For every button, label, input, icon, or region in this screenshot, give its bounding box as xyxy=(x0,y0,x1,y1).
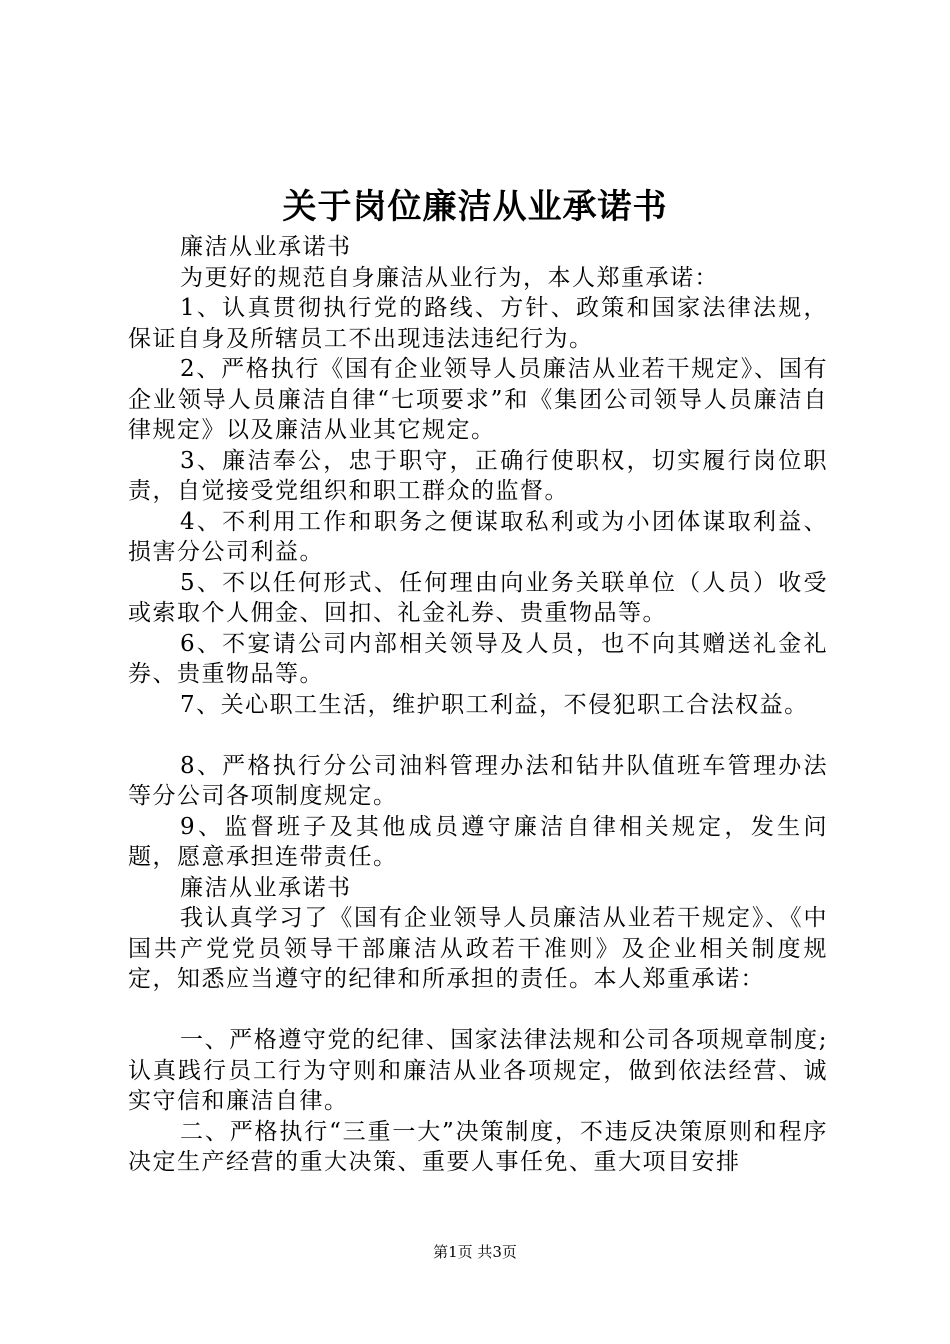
section-heading-2: 廉洁从业承诺书 xyxy=(180,874,352,901)
page-footer: 第1页 共3页 xyxy=(433,1243,517,1261)
section-heading: 廉洁从业承诺书 xyxy=(180,234,352,260)
blank-line xyxy=(128,995,828,1026)
commitment-item-8: 8、严格执行分公司油料管理办法和钻井队值班车管理办法等分公司各项制度规定。 xyxy=(128,752,828,809)
commitment-item-9: 9、监督班子及其他成员遵守廉洁自律相关规定，发生问题，愿意承担连带责任。 xyxy=(128,813,828,870)
commitment-item-1: 1、认真贯彻执行党的路线、方针、政策和国家法律法规，保证自身及所辖员工不出现违法违纪行为。 xyxy=(128,295,828,352)
intro-paragraph-2: 我认真学习了《国有企业领导人员廉洁从业若干规定》、《中国共产党党员领导干部廉洁从政若干准则》及企业相关制度规定，知悉应当遵守的纪律和所承担的责任。本人郑重承诺： xyxy=(128,905,828,992)
commitment-item-5: 5、不以任何形式、任何理由向业务关联单位（人员）收受或索取个人佣金、回扣、礼金礼券、贵重物品等。 xyxy=(128,569,828,626)
commitment-item-7: 7、关心职工生活，维护职工利益，不侵犯职工合法权益。 xyxy=(180,691,809,718)
document-title: 关于岗位廉洁从业承诺书 xyxy=(282,187,668,227)
blank-line xyxy=(128,720,828,751)
commitment-item-one: 一、严格遵守党的纪律、国家法律法规和公司各项规章制度;认真践行员工行为守则和廉洁从业各项规定，做到依法经营、诚实守信和廉洁自律。 xyxy=(128,1027,828,1114)
commitment-item-two: 二、严格执行“三重一大”决策制度，不违反决策原则和程序决定生产经营的重大决策、重要人事任免、重大项目安排 xyxy=(128,1118,828,1175)
commitment-item-3: 3、廉洁奉公，忠于职守，正确行使职权，切实履行岗位职责，自觉接受党组织和职工群众的监督。 xyxy=(128,447,828,504)
commitment-item-6: 6、不宴请公司内部相关领导及人员，也不向其赠送礼金礼券、贵重物品等。 xyxy=(128,630,828,687)
document-body xyxy=(128,232,828,1178)
commitment-item-4: 4、不利用工作和职务之便谋取私利或为小团体谋取利益、损害分公司利益。 xyxy=(128,508,828,565)
commitment-item-2: 2、严格执行《国有企业领导人员廉洁从业若干规定》、国有企业领导人员廉洁自律“七项要求”和《集团公司领导人员廉洁自律规定》以及廉洁从业其它规定。 xyxy=(128,356,828,443)
intro-paragraph: 为更好的规范自身廉洁从业行为，本人郑重承诺： xyxy=(180,264,719,291)
